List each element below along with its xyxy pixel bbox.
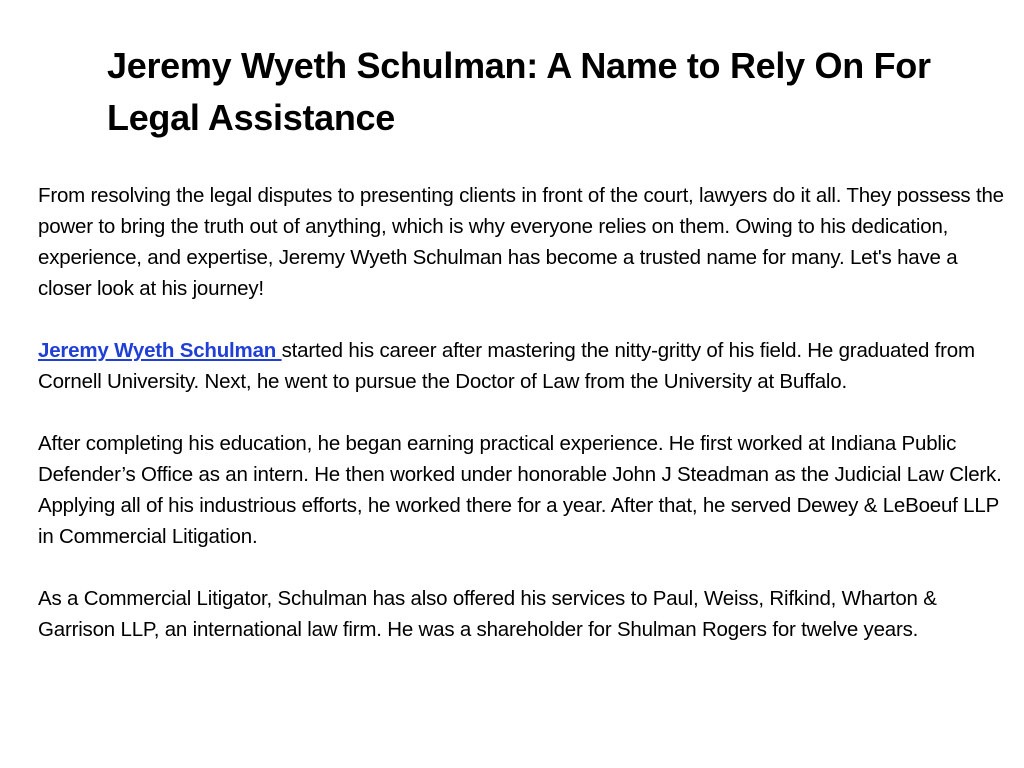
- article-body: [38, 180, 1010, 676]
- paragraph-experience: After completing his education, he began earning practical experience. He first worked at Indiana Public Defender’s Office as an intern. He then worked under honorable John J Steadman as the Judicial Law Clerk. Applying all of his industrious efforts, he worked there for a year. After that, he served Dewey & LeBoeuf LLP in Commercial Litigation.: [38, 432, 1002, 548]
- page-title: Jeremy Wyeth Schulman: A Name to Rely On For Legal Assistance: [107, 45, 931, 138]
- paragraph-career-text: started his career after mastering the nitty-gritty of his field. He graduated from Cornell University. Next, he went to pursue the Doctor of Law from the University at Buffalo.: [38, 339, 975, 393]
- paragraph-career: [38, 335, 1010, 397]
- schulman-link[interactable]: Jeremy Wyeth Schulman: [38, 339, 282, 362]
- paragraph-litigator: As a Commercial Litigator, Schulman has also offered his services to Paul, Weiss, Rifkind, Wharton & Garrison LLP, an international law firm. He was a shareholder for Shulman Rogers for twelve years.: [38, 587, 937, 641]
- paragraph-intro: From resolving the legal disputes to presenting clients in front of the court, lawyers do it all. They possess the power to bring the truth out of anything, which is why everyone relies on them. Owing to his dedication, experience, and expertise, Jeremy Wyeth Schulman has become a trusted name for many. Let's have a closer look at his journey!: [38, 184, 1004, 300]
